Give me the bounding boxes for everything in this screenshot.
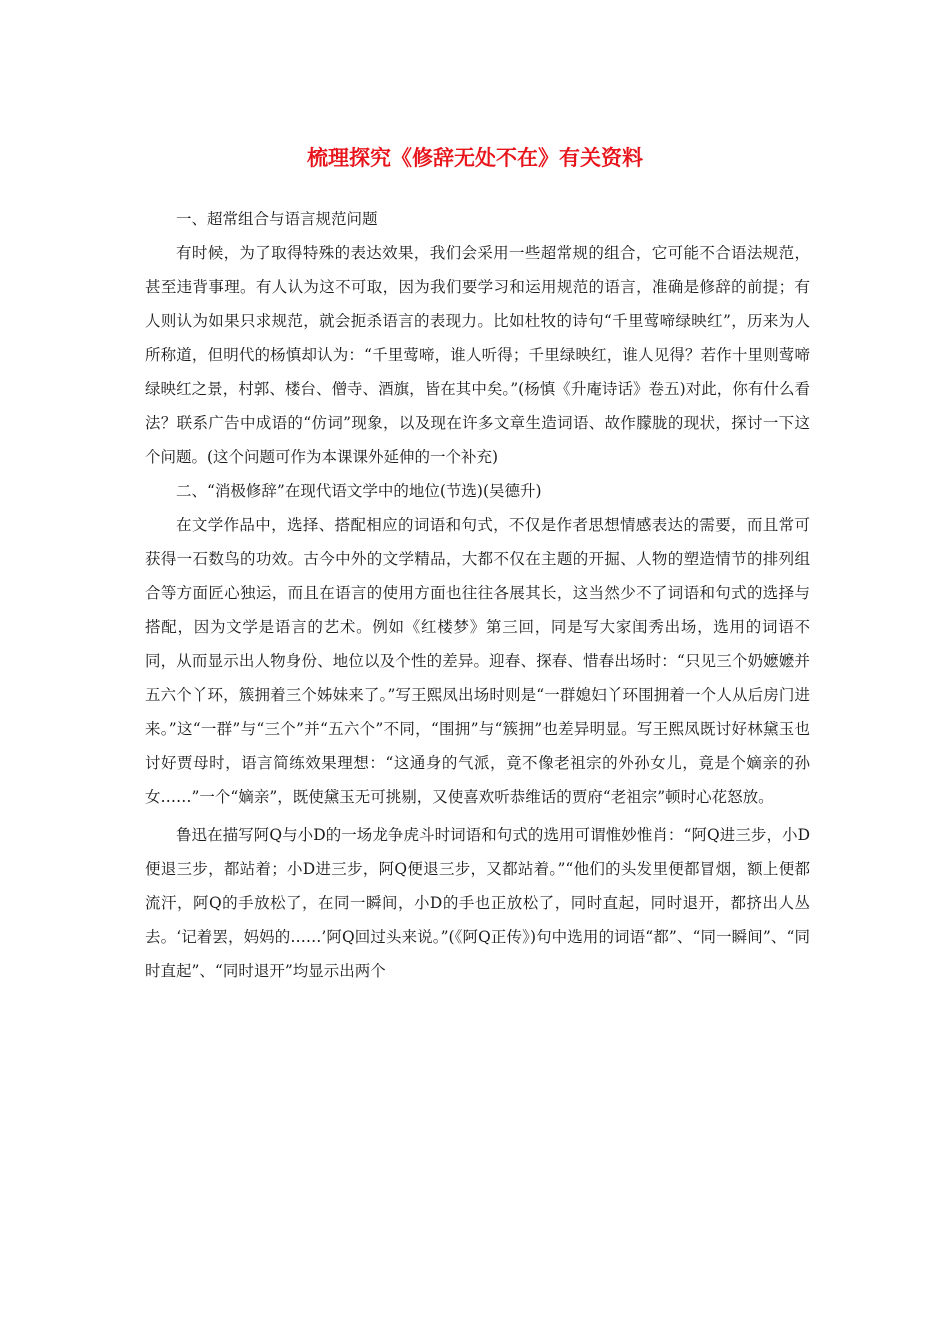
section-heading-1: 一、超常组合与语言规范问题 [176, 210, 378, 228]
section-paragraph-2b: 鲁迅在描写阿Q与小D的一场龙争虎斗时词语和句式的选用可谓惟妙惟肖：“阿Q进三步，小D便退三步，都站着；小D进三步，阿Q便退三步，又都站着。”“他们的头发里便都冒烟，额上便都流汗，阿Q的手放松了，在同一瞬间，小D的手也正放松了，同时直起，同时退开，都挤出人丛去。‘记着罢，妈妈的……’阿Q回过头来说。”(《阿Q正传》)句中选用的词语“都”、“同一瞬间”、“同时直起”、“同时退开”均显示出两个 [145, 826, 810, 980]
document-title: 梳理探究《修辞无处不在》有关资料 [307, 145, 643, 170]
document-body [145, 202, 810, 988]
section-heading-2: 二、“消极修辞”在现代语文学中的地位(节选)(吴德升) [176, 482, 542, 500]
section-paragraph-2a: 在文学作品中，选择、搭配相应的词语和句式，不仅是作者思想情感表达的需要，而且常可获得一石数鸟的功效。古今中外的文学精品，大都不仅在主题的开掘、人物的塑造情节的排列组合等方面匠心独运，而且在语言的使用方面也往往各展其长，这当然少不了词语和句式的选择与搭配，因为文学是语言的艺术。例如《红楼梦》第三回，同是写大家闺秀出场，选用的词语不同，从而显示出人物身份、地位以及个性的差异。迎春、探春、惜春出场时：“只见三个奶嬷嬷并五六个丫环，簇拥着三个姊妹来了。”写王熙凤出场时则是“一群媳妇丫环围拥着一个人从后房门进来。”这“一群”与“三个”并“五六个”不同，“围拥”与“簇拥”也差异明显。写王熙凤既讨好林黛玉也讨好贾母时，语言简练效果理想：“这通身的气派，竟不像老祖宗的外孙女儿，竟是个嫡亲的孙女……”一个“嫡亲”，既使黛玉无可挑剔，又使喜欢听恭维话的贾府“老祖宗”顿时心花怒放。 [145, 516, 810, 806]
section-paragraph-1: 有时候，为了取得特殊的表达效果，我们会采用一些超常规的组合，它可能不合语法规范，甚至违背事理。有人认为这不可取，因为我们要学习和运用规范的语言，准确是修辞的前提；有人则认为如果只求规范，就会扼杀语言的表现力。比如杜牧的诗句“千里莺啼绿映红”，历来为人所称道，但明代的杨慎却认为：“千里莺啼，谁人听得；千里绿映红，谁人见得？若作十里则莺啼绿映红之景，村郭、楼台、僧寺、酒旗，皆在其中矣。”(杨慎《升庵诗话》卷五)对此，你有什么看法？联系广告中成语的“仿词”现象，以及现在许多文章生造词语、故作朦胧的现状，探讨一下这个问题。(这个问题可作为本课课外延伸的一个补充) [145, 244, 810, 466]
